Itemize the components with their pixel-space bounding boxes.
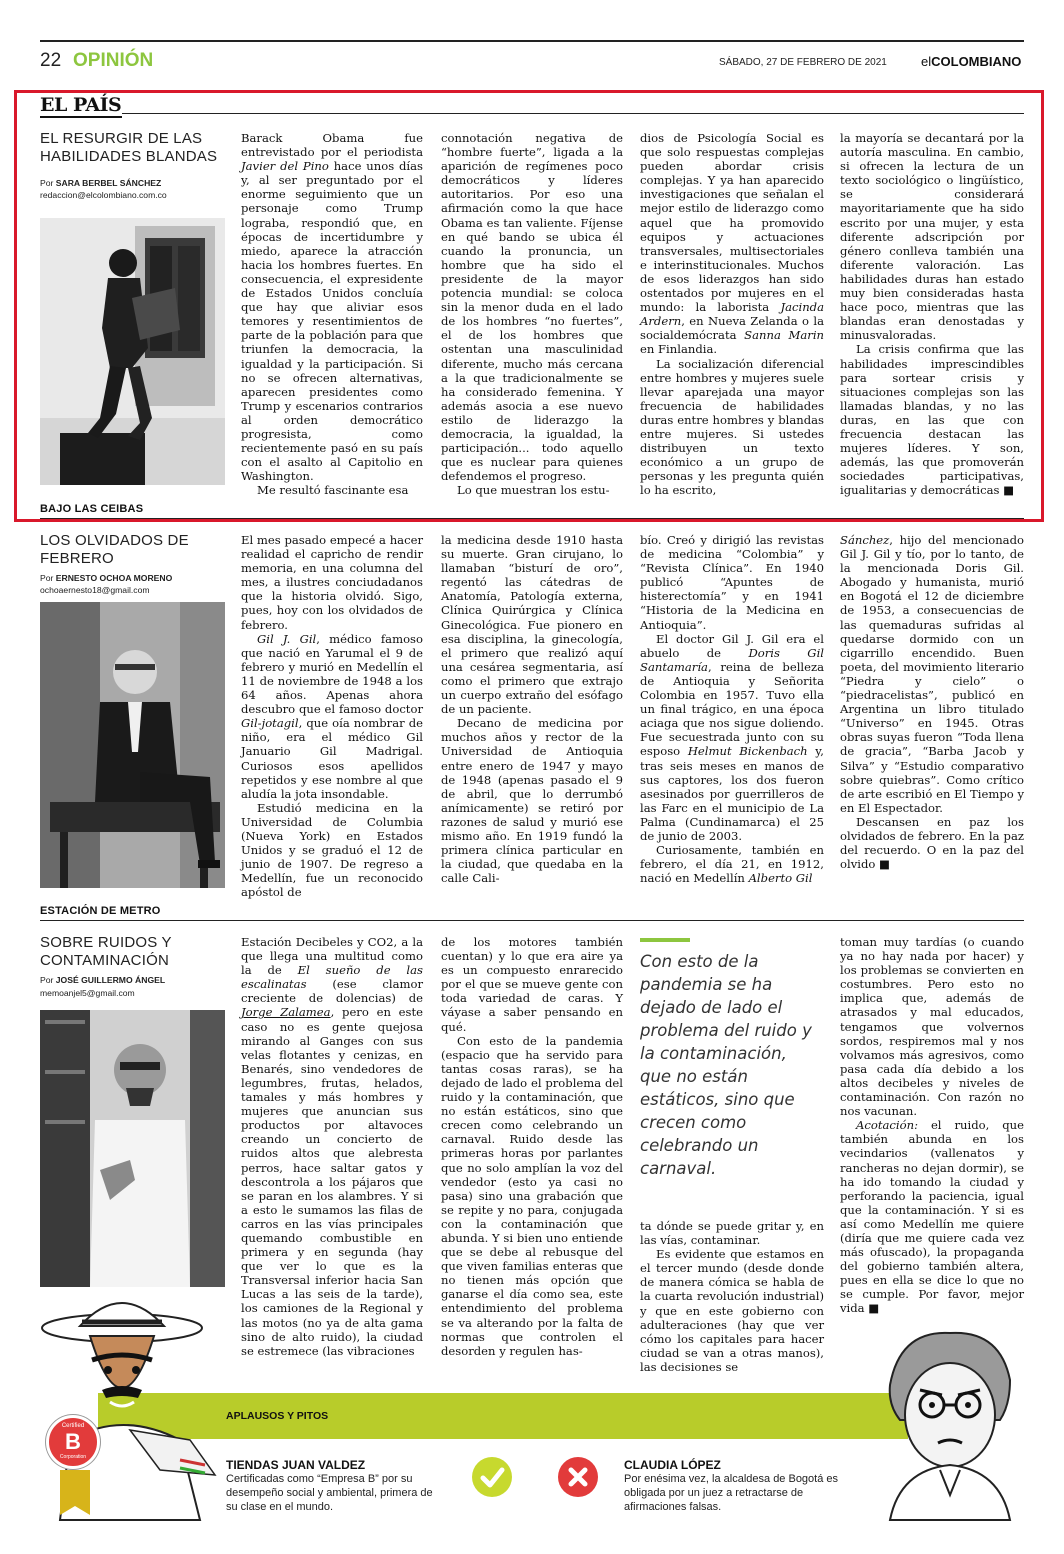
article2-title: LOS OLVIDADOS DE FEBRERO xyxy=(40,532,189,567)
brand-logo: elCOLOMBIANO xyxy=(921,54,1022,69)
article1-column-1: Barack Obama fue entrevistado por el periodista Javier del Pino hace unos días y, al ser preguntado por el enorme seguimiento que un personaje como Trump lograba, respondió que, en épocas de incertidumbre y miedo, aparece la atracción hacia los hombres fuertes. En consecuencia, el expresidente de Estados Unidos concluía que hay que aliviar esos temores y resentimientos de parte de la población para que triunfen la democracia, la igualdad y la participación. Si no se ofrecen alternativas, aparecen presidentes como Trump y escenarios contrarios al orden democrático progresista, como recientemente pasó en su país con el asalto al Capitolio en Washington. Me resultó fascinante esa xyxy=(241,131,423,498)
article3-kicker: ESTACIÓN DE METRO xyxy=(40,905,161,917)
whistle-name: CLAUDIA LÓPEZ xyxy=(624,1458,721,1472)
article1-column-3: dios de Psicología Social es que solo respuestas complejas pueden abordar crisis complejas. Y ya han aparecido investigaciones que señalan el mejor estilo de liderazgo como aquel que ha promovido equipos y actuaciones transversales, multisectoriales e interinstitucionales. Muchos de esos liderazgos han sido ostentados por mujeres en el mundo: la laborista Jacinda Ardern, en Nueva Zelanda o la socialdemócrata Sanna Marin en Finlandia. La socialización diferencial entre hombres y mujeres suele llevar aparejada una mayor frecuencia de habilidades duras entre hombres y blandas entre mujeres. Si ustedes distribuyen un texto económico a un grupo de personas y les pregunta quién lo ha escrito, xyxy=(640,131,825,498)
pull-quote-bar xyxy=(640,938,690,942)
article1-byline: Por SARA BERBEL SÁNCHEZ xyxy=(40,178,162,188)
whistle-text: Por enésima vez, la alcaldesa de Bogotá es obligada por un juez a retractarse de afirmaciones falsas. xyxy=(624,1473,839,1513)
article2-byline: Por ERNESTO OCHOA MORENO xyxy=(40,573,173,583)
article1-column-4: la mayoría se decantará por la autoría masculina. En cambio, si ofrecen la lectura de un texto sociológico o lingüístico, se considerará mayoritariamente que ha sido escrito por una mujer, y esta diferente adscripción por género conlleva también una diferente valoración. Las habilidades duras han estado muy bien consideradas hasta hace poco, mientras que las blandas eran denostadas y minusvaloradas. La crisis confirma que las habilidades imprescindibles para sortear crisis y situaciones complejas son las llamadas blandas, y no las duras, en las que con frecuencia destacan las mujeres líderes. Y son, además, las que promoverán sociedades participativas, igualitarias y democráticas ■ xyxy=(840,131,1024,498)
article1-top-rule xyxy=(122,113,1024,114)
article1-email: redaccion@elcolombiano.com.co xyxy=(40,190,167,200)
article2-column-4: Sánchez, hijo del mencionado Gil J. Gil y tío, por lo tanto, de la mencionada Doris Gil. Abogado y humanista, murió en Bogotá el 12 de diciembre de 1953, a consecuencias de las quemaduras sufridas al quedarse dormido con un cigarrillo encendido. Buen poeta, del movimiento literario “Piedra y cielo” o “piedracelistas”, publicó en Argentina un libro titulado “Universo” en 1945. Otras obras suyas fueron “Toda llena de gracia”, “Barba Jacob y Silva” y “Estudio comparativo sobre quiebras”. Como crítico de arte escribió en El Tiempo y en El Espectador. Descansen en paz los olvidados de febrero. En la paz del recuerdo. O en la paz del olvido ■ xyxy=(840,533,1024,872)
article2-column-3: bío. Creó y dirigió las revistas de medicina “Colombia” y “Revista Clínica”. En 1940 publicó “Apuntes de histerectomía” y en 1941 “Historia de la Medicina en Antioquia”. El doctor Gil J. Gil era el abuelo de Doris Gil Santamaría, reina de belleza de Antioquia y Señorita Colombia en 1957. Tuvo ella un final trágico, en una época aciaga que nos sigue doliendo. Fue secuestrada junto con su esposo Helmut Bickenbach y, tras seis meses en manos de sus captores, los dos fueron asesinados por guerrilleros de las Farc en el municipio de La Palma (Cundinamarca) el 25 de junio de 2003. Curiosamente, también en febrero, el día 21, en 1912, nació en Medellín Alberto Gil xyxy=(640,533,824,886)
page-number: 22 xyxy=(40,50,62,71)
el-pais-logo: EL PAÍS xyxy=(40,94,122,116)
article3-column-4: toman muy tardías (o cuando ya no hay nada por hacer) y los problemas se convierten en costumbres. Pero esto no implica que, además de atrasados y mal educados, tengamos que volvernos sordos, respiremos mal y nos volvamos más agresivos, como pasa cada día debido a los altos decibeles y niveles de contaminación. Con razón no nos vacunan. Acotación: el ruido, que también abunda en los vecindarios (vallenatos y rancheras no dejan dormir), se ha ido tomando la ciudad y perforando la paciencia, igual que la contaminación. Y si es así como Medellín me quiere (diría que me quiere cada vez más ofuscado), la propaganda del gobierno también altera, pues en ella se dice lo que no se cumple. Por favor, mejor vida ■ xyxy=(840,935,1024,1316)
article2-email: ochoaernesto18@gmail.com xyxy=(40,585,150,595)
article3-column-1: Estación Decibeles y CO2, a la que llega una multitud como la de El sueño de las escalinatas (ese clamor creciente de dolencias) de Jorge Zalamea, pero en este caso no es gente quejosa mirando al Ganges con sus velas flotantes y cenizas, en Benarés, sino vendedores de legumbres, frutas, helados, tamales y más hombres y mujeres que anuncian sus productos por altavoces creando un concierto de ruidos altos que alebresta perros, hace saltar gatos y descontrola a los pájaros que se paran en los alambres. Y si a esto le sumamos las filas de carros en las vías principales quemando combustible en primera y en segunda (hay que ver lo que es la Transversal inferior hacia San Lucas a las seis de la tarde), los camiones de la Regional y las motos (no ya de alta gama sino de alto ruido), la ciudad se estremece (las vibraciones xyxy=(241,935,423,1358)
article2-column-2: la medicina desde 1910 hasta su muerte. Gran cirujano, lo llamaban “bisturí de oro”, regentó las cátedras de Anatomía, Patología externa, Clínica Quirúrgica y Clínica Ginecológica. Fue pionero en esa disciplina, la ginecología, el primero que realizó aquí una cesárea segmentaria, así como el primero que extrajo un cuerpo extraño del esófago de un paciente. Decano de medicina por muchos años y rector de la Universidad de Antioquia entre enero de 1947 y mayo de 1948 (apenas pasado el 9 de abril, que lo derrumbó anímicamente) se retiró por razones de salud y murió ese mismo año. En 1919 fundó la primera clínica particular en la ciudad, que quedaba en la calle Cali- xyxy=(441,533,623,886)
article3-byline: Por JOSÉ GUILLERMO ÁNGEL xyxy=(40,975,166,985)
header-top-rule xyxy=(40,40,1024,42)
article2-kicker: BAJO LAS CEIBAS xyxy=(40,503,144,515)
article3-email: memoanjel5@gmail.com xyxy=(40,988,135,998)
article1-column-2: connotación negativa de “hombre fuerte”, ligada a la aparición de regímenes poco democráticos y líderes autoritarios. Por eso una afirmación como la que hace Obama es tan valiente. Fíjense en qué bando se ubica él cuando la pronuncia, un hombre que ha sido el presidente de la mayor potencia mundial: se coloca sin la menor duda en el lado de los hombres “no fuertes”, el de los hombres que ostentan una masculinidad diferente, mucho más cercana a la que tradicionalmente se ha considerado femenina. Y además asocia a ese nuevo estilo de liderazgo la democracia, la igualdad, la participación... todo aquello que es nuclear para quienes defendemos el progreso. Lo que muestran los estu- xyxy=(441,131,623,498)
footer-section-title: APLAUSOS Y PITOS xyxy=(226,1410,329,1422)
end-mark: ■ xyxy=(868,1301,880,1316)
article2-column-1: El mes pasado empecé a hacer realidad el capricho de rendir memoria, en una columna del mes, a ilustres conciudadanos que la historia olvidó. Sigo, pues, hoy con los olvidados de febrero. Gil J. Gil, médico famoso que nació en Yarumal el 9 de febrero y murió en Medellín el 11 de noviembre de 1948 a los 64 años. Apenas ahora descubro que el famoso doctor Gil-jotagil, que oía nombrar de niño, era el médico Gil Januario Gil Madrigal. Curiosos esos apellidos repetidos y ese nombre al que aludía la jota insondable. Estudió medicina en la Universidad de Columbia (Nueva York) en Estados Unidos y se graduó el 12 de junio de 1907. De regreso a Medellín, fue un reconocido apóstol de xyxy=(241,533,423,900)
cross-icon xyxy=(558,1457,598,1497)
statue-photo xyxy=(40,218,225,485)
applause-text: Certificadas como “Empresa B” por su desempeño social y ambiental, primera de su clase en el mundo. xyxy=(226,1473,433,1513)
end-mark: ■ xyxy=(879,857,891,872)
issue-date: SÁBADO, 27 DE FEBRERO DE 2021 xyxy=(719,57,887,68)
claudia-lopez-caricature xyxy=(860,1325,1030,1520)
article3-top-rule xyxy=(40,920,1024,921)
author-photo-angel xyxy=(40,1010,225,1287)
article1-title: EL RESURGIR DE LAS HABILIDADES BLANDAS xyxy=(40,130,218,165)
applause-name: TIENDAS JUAN VALDEZ xyxy=(226,1458,366,1472)
article2-top-rule xyxy=(40,518,1024,519)
article3-column-2: de los motores también cuentan) y lo que era aire ya es un compuesto enrarecido por el que se mueve gente con toda variedad de caras. Y váyase a saber pensando en qué. Con esto de la pandemia (espacio que ha servido para tantas cosas raras), se ha dejado de lado el problema del ruido y la contaminación, que no están estáticos, sino que crecen como celebrando un carnaval. Ruido desde las primeras horas por parlantes que no solo amplían la voz del vendedor (esto ya casi no pasa) sino una grabación que se repite y no para, conjugada con la contaminación que abunda. Y si bien uno entiende que se debe al rebusque del que viven familias enteras que no tienen más opción que ganarse el día como sea, este entendimiento del problema se va alterando por la falta de normas que controlen el desorden y regulen has- xyxy=(441,935,623,1358)
pull-quote: Con esto de la pandemia se ha dejado de lado el problema del ruido y la contaminación, que no están estáticos, sino que crecen como celebrando un carnaval. xyxy=(640,952,812,1178)
check-icon xyxy=(472,1457,512,1497)
section-title: OPINIÓN xyxy=(73,50,154,71)
end-mark: ■ xyxy=(1003,483,1015,498)
b-corp-badge: Certified B Corporation xyxy=(46,1415,100,1469)
author-photo-ochoa xyxy=(40,602,225,888)
article3-column-3: ta dónde se puede gritar y, en las vías, contaminar. Es evidente que estamos en el tercer mundo (desde donde de manera cómica se habla de la cuarta revolución industrial) y que en este gobierno con adulteraciones (hay que ver cómo los capitales para hacer ciudad se van a otras manos), las decisiones se xyxy=(640,1219,824,1374)
article3-title: SOBRE RUIDOS Y CONTAMINACIÓN xyxy=(40,934,172,969)
